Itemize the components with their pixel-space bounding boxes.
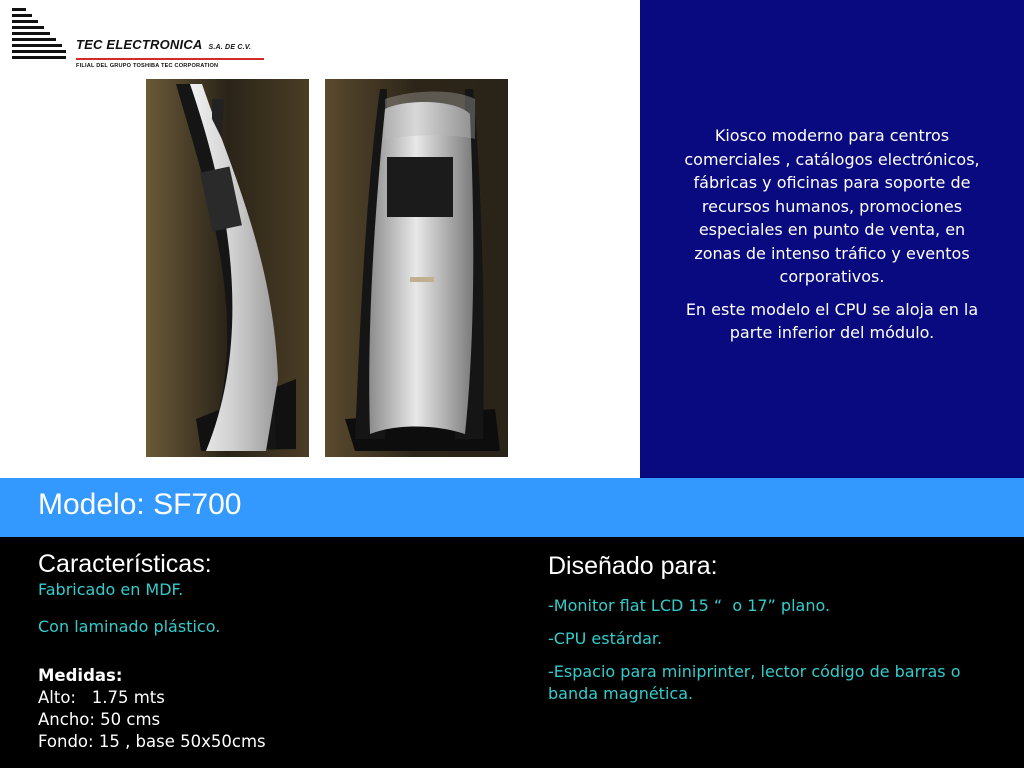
designed-for-heading: Diseñado para: [548, 552, 718, 580]
specs-section [0, 537, 1024, 768]
logo-subtitle: FILIAL DEL GRUPO TOSHIBA TEC CORPORATION [76, 63, 219, 69]
description-paragraph-1: Kiosco moderno para centros comerciales , catálogos electrónicos, fábricas y oficinas para soporte de recursos humanos, promociones especiales en punto de venta, en zonas de intenso tráfico y eventos corporativos. [684, 126, 980, 286]
logo-name: TEC ELECTRONICA S.A. DE C.V. [76, 37, 252, 52]
measures-block [38, 665, 266, 753]
designed-for-list [548, 595, 968, 716]
measure-ancho: Ancho: 50 cms [38, 710, 161, 729]
feature-item: Con laminado plástico. [38, 617, 221, 636]
logo-stripes-icon [10, 8, 66, 62]
measure-fondo: Fondo: 15 , base 50x50cms [38, 732, 266, 751]
company-logo [8, 6, 268, 72]
kiosk-front-photo [325, 79, 508, 457]
features-heading: Características: [38, 550, 212, 578]
measures-title: Medidas: [38, 666, 123, 685]
designed-for-item: -Espacio para miniprinter, lector código de barras o banda magnética. [548, 662, 961, 703]
logo-suffix: S.A. DE C.V. [208, 44, 252, 51]
logo-red-rule [76, 58, 264, 60]
model-bar [0, 478, 1024, 537]
measure-alto: Alto: 1.75 mts [38, 688, 165, 707]
model-title: Modelo: SF700 [38, 488, 242, 521]
feature-item: Fabricado en MDF. [38, 580, 184, 599]
description-text [682, 124, 982, 354]
description-panel [640, 0, 1024, 478]
designed-for-item: -Monitor flat LCD 15 “ o 17” plano. [548, 596, 831, 615]
kiosk-side-photo [146, 79, 309, 457]
designed-for-item: -CPU estárdar. [548, 629, 663, 648]
description-paragraph-2: En este modelo el CPU se aloja en la parte inferior del módulo. [685, 299, 979, 342]
